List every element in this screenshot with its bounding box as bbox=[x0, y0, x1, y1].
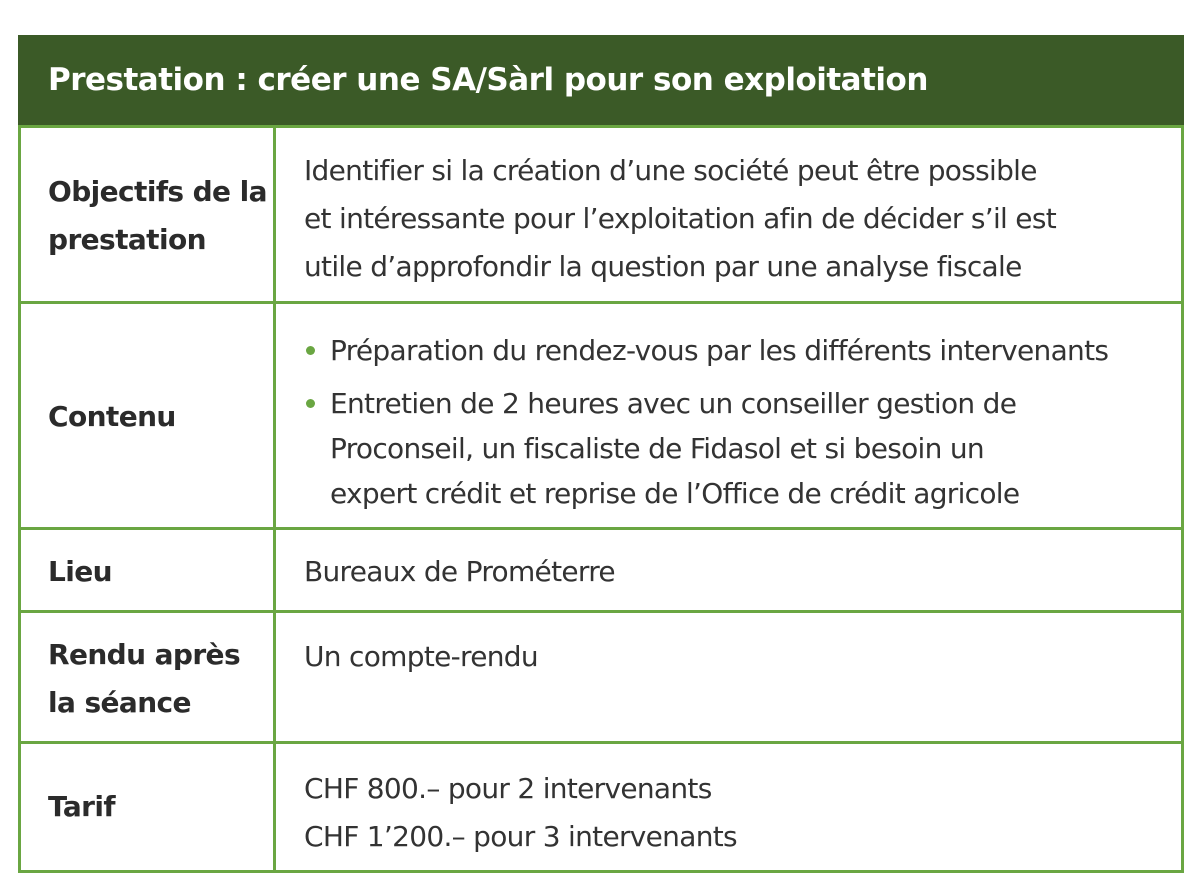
content-bullet-item: Entretien de 2 heures avec un conseiller gestion de Proconseil, un fiscaliste de Fidasol et si besoin un expert crédit et reprise de l’Office de crédit agricole bbox=[304, 381, 1171, 516]
row-value-price bbox=[276, 744, 1181, 870]
row-label-location: Lieu bbox=[21, 530, 276, 613]
table-row-price bbox=[21, 741, 1181, 870]
bullet-dot-icon bbox=[306, 346, 315, 355]
price-line: CHF 1’200.– pour 3 intervenants bbox=[304, 820, 737, 853]
objectives-line: et intéressante pour l’exploitation afin de décider s’il est bbox=[304, 202, 1056, 235]
objectives-line: utile d’approfondir la question par une analyse fiscale bbox=[304, 250, 1022, 283]
table-header bbox=[18, 35, 1184, 125]
row-value-content bbox=[276, 304, 1181, 530]
row-label-objectives: Objectifs de la prestation bbox=[21, 128, 276, 304]
bullet-dot-icon bbox=[306, 399, 315, 408]
row-value-deliverable: Un compte-rendu bbox=[304, 640, 538, 673]
service-table bbox=[18, 35, 1184, 873]
table-row-location bbox=[21, 527, 1181, 613]
content-bullet-item: Préparation du rendez-vous par les différents intervenants bbox=[304, 328, 1171, 373]
table-row-objectives bbox=[21, 125, 1181, 304]
row-value-objectives bbox=[276, 128, 1181, 304]
row-label-deliverable: Rendu après la séance bbox=[21, 613, 276, 744]
price-line: CHF 800.– pour 2 intervenants bbox=[304, 772, 712, 805]
row-value-location: Bureaux de Prométerre bbox=[304, 554, 615, 588]
objectives-line: Identifier si la création d’une société peut être possible bbox=[304, 154, 1037, 187]
content-bullet-list bbox=[304, 328, 1171, 516]
table-title: Prestation : créer une SA/Sàrl pour son exploitation bbox=[48, 62, 928, 98]
row-label-price: Tarif bbox=[21, 744, 276, 870]
table-row-deliverable bbox=[21, 610, 1181, 744]
table-row-content bbox=[21, 301, 1181, 530]
row-label-content: Contenu bbox=[21, 304, 276, 530]
